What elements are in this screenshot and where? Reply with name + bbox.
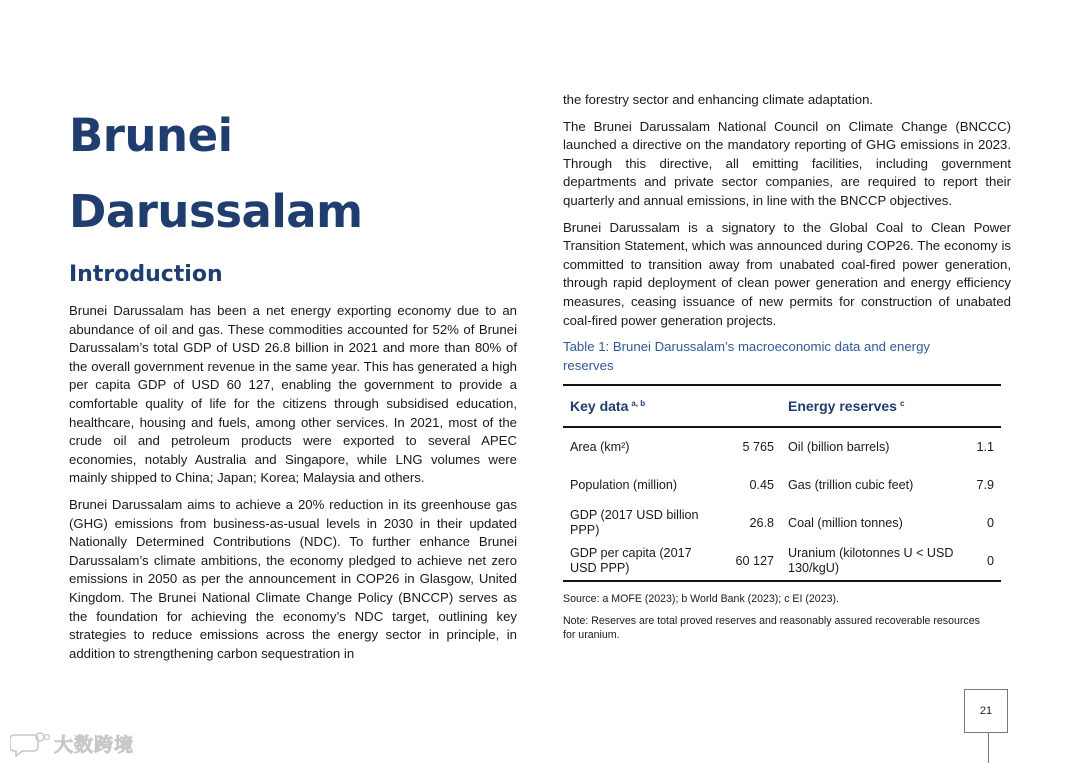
table-row [563,504,1001,542]
reserve-value: 7.9 [976,477,994,492]
reserve-label: Coal (million tonnes) [788,515,903,530]
page-number-connector-line [988,733,989,763]
key-label: GDP per capita (2017 USD PPP) [570,546,692,576]
reserve-value: 0 [986,553,994,568]
key-label: Area (km²) [570,439,630,454]
key-label: Population (million) [570,477,678,492]
page-number-box [964,689,1008,733]
key-value: 0.45 [749,477,774,492]
table-note: Note: Reserves are total proved reserves and reasonably assured recoverable resources for uranium. [563,615,980,642]
header-key-data-footnote: a, b [631,399,646,409]
key-value: 60 127 [735,553,774,568]
header-key-data [563,385,781,427]
paragraph: Brunei Darussalam has been a net energy exporting economy due to an abundance of oil and gas. These commodities accounted for 52% of Brunei Darussalam’s total GDP of USD 26.8 billion in 2021 and more than 80% of the overall government revenue in the same year. This has generated a high per capita GDP of USD 60 127, enabling the government to provide a comfortable quality of life for the citizens through subsidised education, healthcare, housing and fuels, among other services. In 2021, most of the crude oil and petroleum products were exported to several APEC economies, notably Australia and Singapore, while LNG volumes were mainly shipped to China; Japan; Korea; Malaysia and others. [69,303,517,486]
reserve-label: Uranium (kilotonnes U < USD 130/kgU) [788,546,954,576]
header-energy-reserves-footnote: c [899,399,905,409]
paragraph: Brunei Darussalam is a signatory to the Global Coal to Clean Power Transition Statement, which was announced during COP26. The economy is committed to transition away from unabated coal-fired power generation, through rapid deployment of clean power generation and energy efficiency measures, ceasing issuance of new permits for construction of unabated coal-fired power generation projects. [563,219,1011,328]
reserve-value: 0 [986,515,994,530]
right-column [563,91,1011,642]
table-caption: Table 1: Brunei Darussalam’s macroeconomic data and energy reserves [563,339,931,373]
key-label: GDP (2017 USD billion PPP) [570,508,699,538]
key-value: 26.8 [749,515,774,530]
watermark [10,730,134,757]
left-column [69,302,517,671]
watermark-text: 大数跨境 [54,734,135,756]
table-row [563,466,1001,504]
page-number: 21 [979,705,993,717]
key-value: 5 765 [742,439,774,454]
header-key-data-label: Key data [570,398,629,415]
title-line-2: Darussalam [69,185,363,238]
table-row [563,427,1001,466]
table-source: Source: a MOFE (2023); b World Bank (2023); c EI (2023). [563,593,839,606]
title-line-1: Brunei [69,109,233,162]
reserve-label: Gas (trillion cubic feet) [788,477,914,492]
reserve-value: 1.1 [976,439,994,454]
table-header-row [563,385,1001,427]
page-title [69,98,363,250]
paragraph: Brunei Darussalam aims to achieve a 20% reduction in its greenhouse gas (GHG) emissions from business-as-usual levels in 2030 in their updated Nationally Determined Contributions (NDC). To further enhance Brunei Darussalam’s climate ambitions, the economy pledged to achieve net zero emissions in 2050 as per the announcement in COP26 in Glasgow, United Kingdom. The Brunei National Climate Change Policy (BNCCP) serves as the foundation for achieving the economy’s NDC target, outlining key strategies to reduce emissions across the energy sector in principle, in addition to strengthening carbon sequestration in [69,496,517,661]
macro-data-table [563,384,1001,582]
paragraph: The Brunei Darussalam National Council on Climate Change (BNCCC) launched a directive on the mandatory reporting of GHG emissions in 2023. Through this directive, all emitting facilities, including government departments and private sector companies, are required to report their quarterly and annual emissions, in line with the BNCCP objectives. [563,118,1011,208]
table-row [563,542,1001,581]
section-heading-introduction: Introduction [69,262,223,287]
header-energy-reserves [781,385,1001,427]
chat-bubble-logo-icon [10,731,50,757]
reserve-label: Oil (billion barrels) [788,439,890,454]
paragraph: the forestry sector and enhancing climate adaptation. [563,92,874,107]
header-energy-reserves-label: Energy reserves [788,398,897,415]
